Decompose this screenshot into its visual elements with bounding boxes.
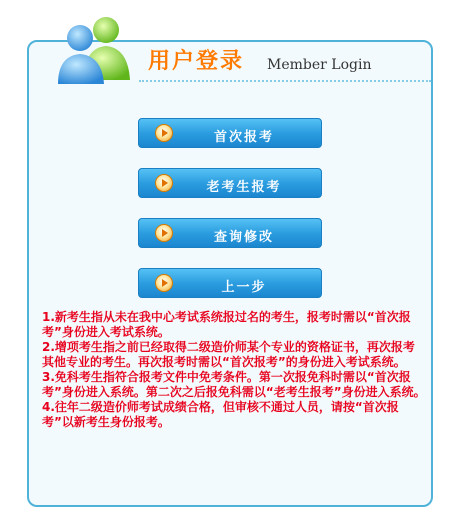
note-item: 4.往年二级造价师考试成绩合格，但审核不通过人员，请按“首次报考”以新考生身份报考。 [42,400,399,429]
play-circle-icon [155,174,173,192]
users-icon [54,14,136,84]
back-button[interactable] [138,268,322,298]
page-title: 用户登录 [148,48,245,74]
instructions [42,310,426,430]
title-divider [139,80,431,82]
note-item: 1.新考生指从未在我中心考试系统报过名的考生，报考时需以“首次报考”身份进入考试系统。 [42,310,411,339]
page-subtitle: Member Login [267,57,372,73]
button-label: 老考生报考 [206,180,282,195]
play-circle-icon [155,224,173,242]
note-item: 3.免科考生指符合报考文件中免考条件。第一次报免科时需以“首次报考”身份进入系统。第二次之后报免科需以“老考生报考”身份进入系统。 [42,370,426,399]
button-label: 查询修改 [213,230,274,245]
note-item: 2.增项考生指之前已经取得二级造价师某个专业的资格证书，再次报考其他专业的考生。再次报考时需以“首次报考”的身份进入考试系统。 [42,340,415,369]
returning-candidate-button[interactable] [138,168,322,198]
play-circle-icon [155,124,173,142]
play-circle-icon [155,274,173,292]
first-registration-button[interactable] [138,118,322,148]
query-modify-button[interactable] [138,218,322,248]
button-label: 首次报考 [213,130,274,145]
button-label: 上一步 [221,280,267,295]
